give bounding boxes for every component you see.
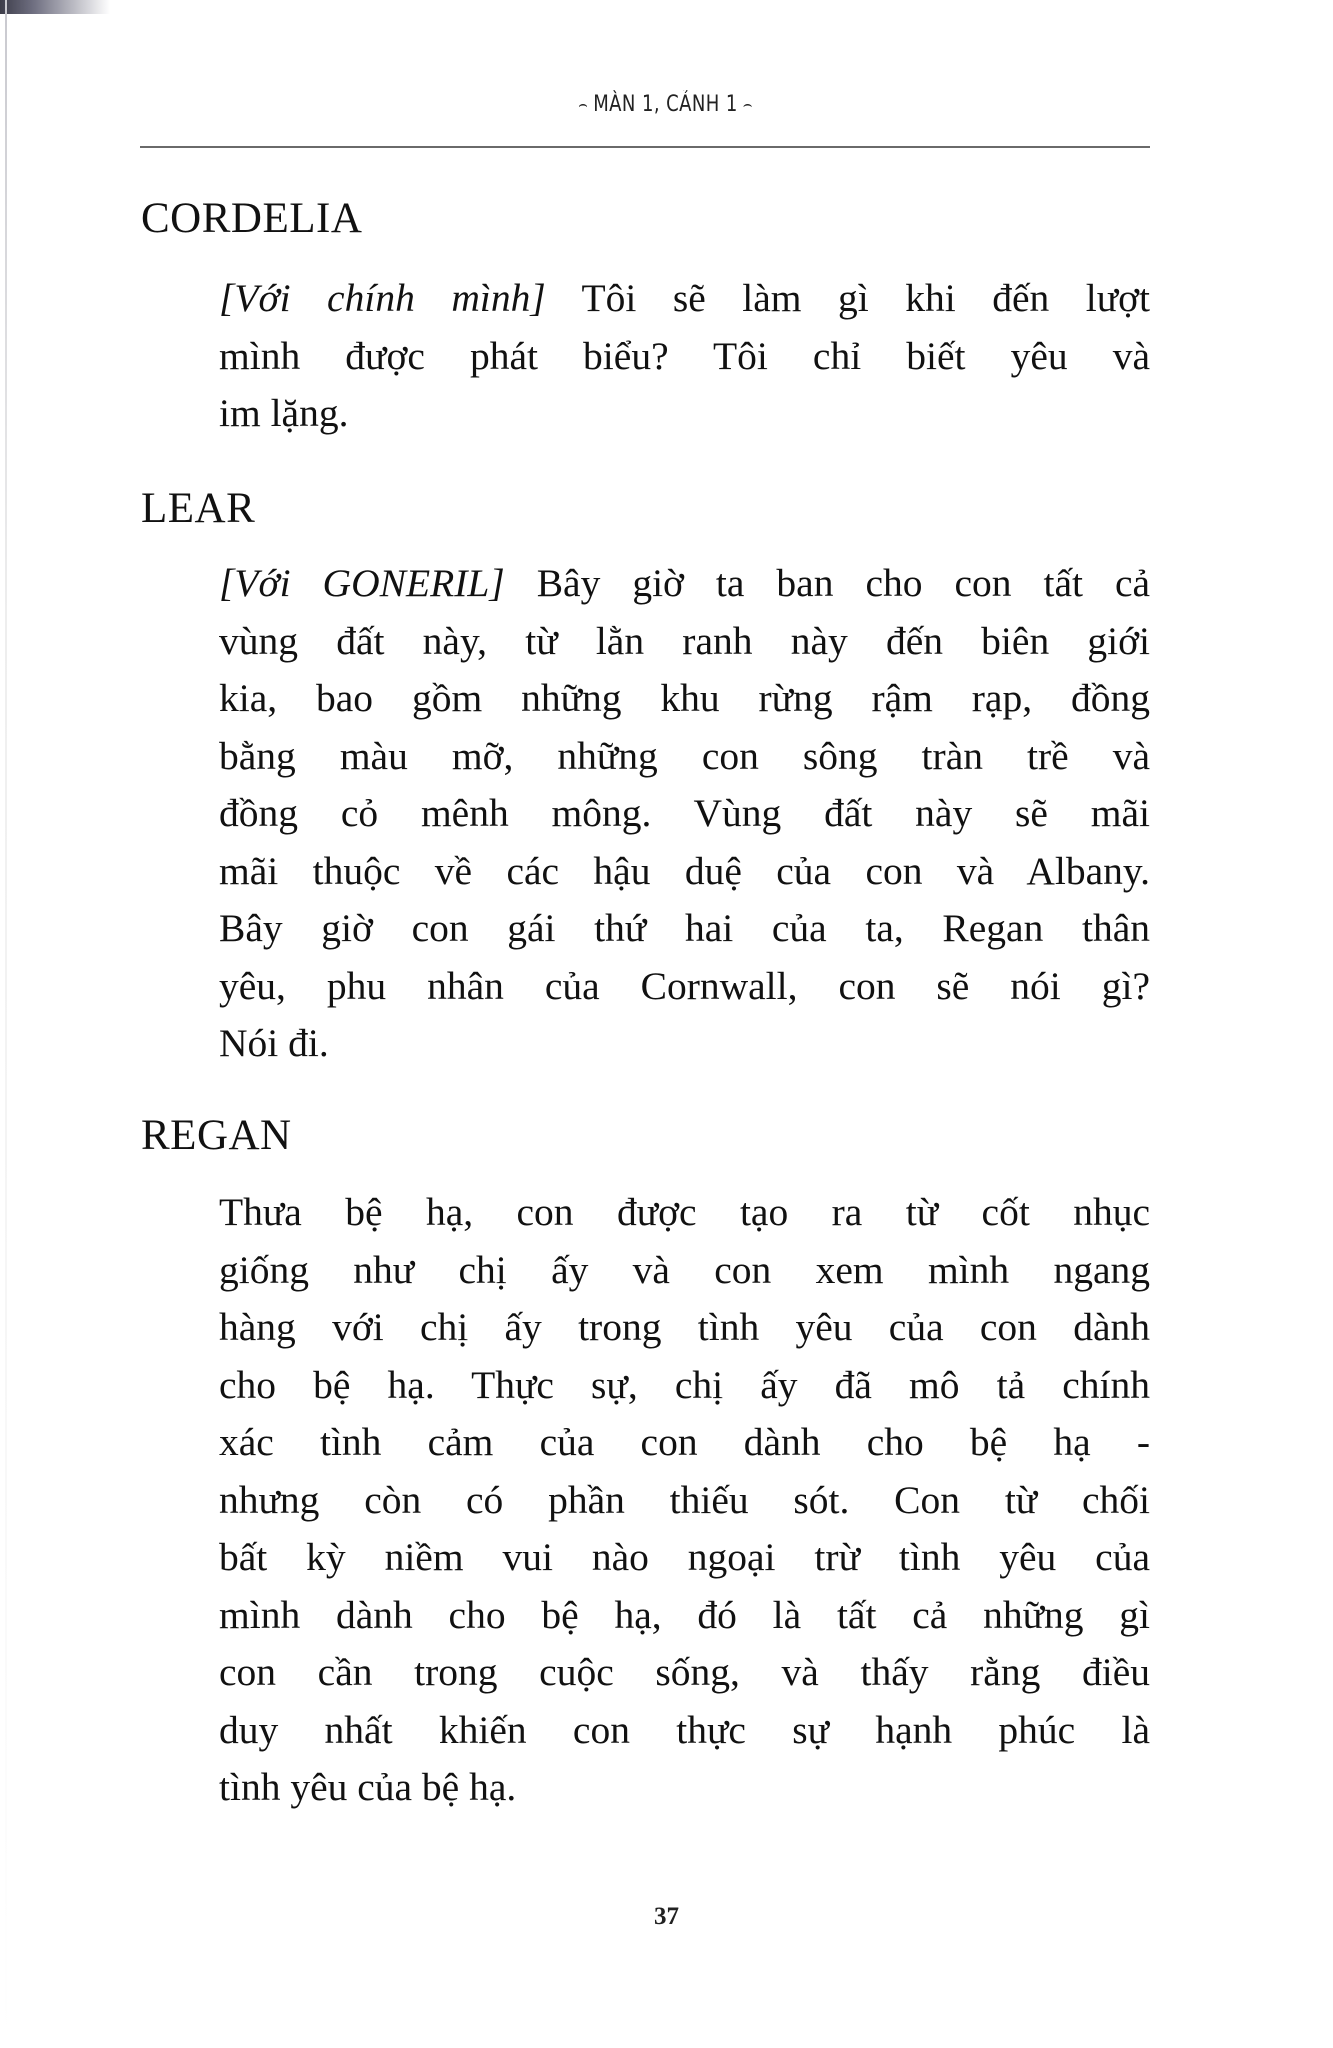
- running-head: [119, 92, 1212, 117]
- page-number: 37: [654, 1903, 679, 1930]
- speech-line: [Với chính mình] Tôi sẽ làm gì khi đến lượt: [219, 276, 1150, 320]
- speech-line: mình dành cho bệ hạ, đó là tất cả những gì: [219, 1592, 1150, 1637]
- speech-line: [Với GONERIL] Bây giờ ta ban cho con tất cả: [219, 561, 1151, 605]
- ornament-right-icon: ⌢: [742, 94, 753, 115]
- speech-text: [219, 1184, 1150, 1817]
- stage-direction: [Với GONERIL]: [219, 561, 505, 605]
- speech-line: hàng với chị ấy trong tình yêu của con dành: [219, 1305, 1150, 1349]
- speech-line: bằng màu mỡ, những con sông tràn trề và: [219, 733, 1150, 778]
- speech-line: tình yêu của bệ hạ.: [219, 1765, 517, 1809]
- page-edge: [5, 0, 7, 2048]
- speech-line: cho bệ hạ. Thực sự, chị ấy đã mô tả chính: [219, 1362, 1150, 1407]
- speech-line: đồng cỏ mênh mông. Vùng đất này sẽ mãi: [219, 791, 1150, 835]
- speech-line: giống như chị ấy và con xem mình ngang: [219, 1247, 1150, 1292]
- stage-direction: [Với chính mình]: [219, 276, 546, 320]
- speech-line: nhưng còn có phần thiếu sót. Con từ chối: [219, 1477, 1150, 1522]
- speech-line: mình được phát biểu? Tôi chỉ biết yêu và: [219, 333, 1150, 378]
- speech-line: con cần trong cuộc sống, và thấy rằng điều: [219, 1650, 1150, 1694]
- speech-text: [219, 555, 1150, 1073]
- scan-corner-shadow: [0, 0, 110, 14]
- ornament-left-icon: ⌢: [578, 94, 589, 115]
- speech-line: Thưa bệ hạ, con được tạo ra từ cốt nhục: [219, 1190, 1150, 1234]
- speaker-name: REGAN: [141, 1112, 292, 1159]
- speech-line: yêu, phu nhân của Cornwall, con sẽ nói gì?: [219, 963, 1150, 1008]
- speech-line: bất kỳ niềm vui nào ngoại trừ tình yêu của: [219, 1535, 1150, 1579]
- speech-text: [219, 270, 1150, 443]
- running-head-title: MÀN 1, CẢNH 1: [593, 92, 738, 117]
- speaker-name: CORDELIA: [141, 195, 363, 242]
- speech-line: xác tình cảm của con dành cho bệ hạ -: [219, 1420, 1150, 1464]
- header-rule: [140, 146, 1150, 148]
- speech-line: mãi thuộc về các hậu duệ của con và Albany.: [219, 848, 1150, 893]
- speech-line: vùng đất này, từ lằn ranh này đến biên giới: [219, 618, 1150, 663]
- speech-line: kia, bao gồm những khu rừng rậm rạp, đồng: [219, 676, 1150, 720]
- speech-line: Nói đi.: [219, 1021, 329, 1065]
- speech-line: im lặng.: [219, 391, 349, 435]
- speaker-name: LEAR: [141, 485, 256, 532]
- speech-line: Bây giờ con gái thứ hai của ta, Regan thân: [219, 906, 1150, 950]
- speech-line: duy nhất khiến con thực sự hạnh phúc là: [219, 1707, 1150, 1752]
